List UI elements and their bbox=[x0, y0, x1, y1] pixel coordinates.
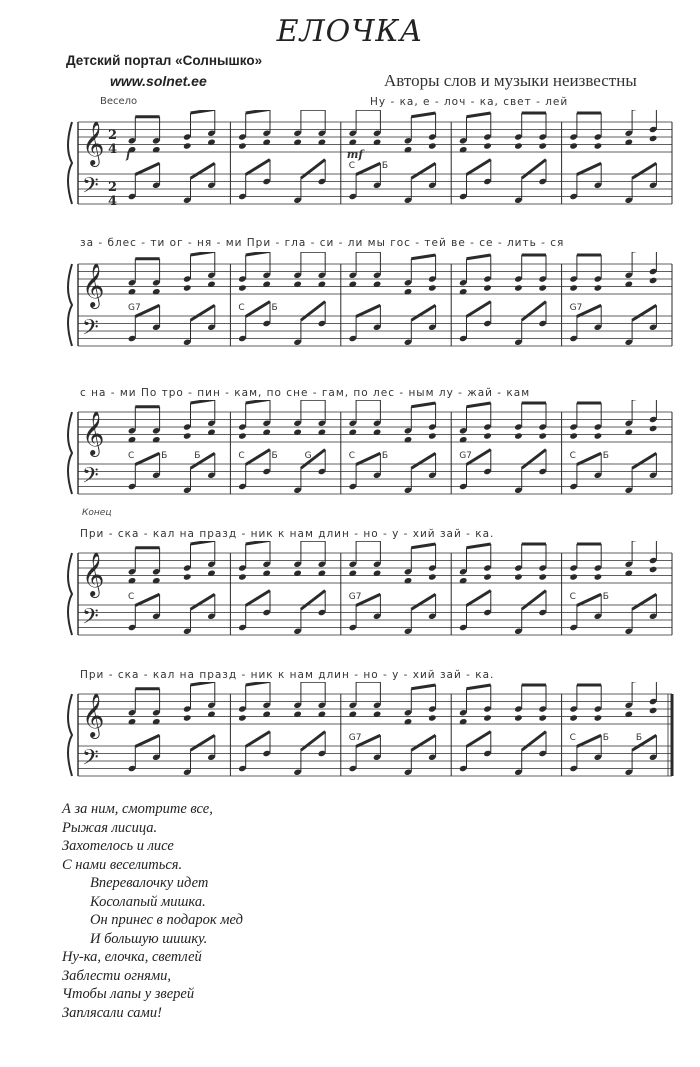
poem-stanza-1 bbox=[62, 800, 213, 874]
chord-label: C bbox=[348, 161, 356, 171]
note-beam bbox=[411, 403, 435, 407]
note-head bbox=[594, 432, 603, 439]
lyrics-line-4: При - ска - кал на празд - ник к нам длин - но - у - хий зай - ка. bbox=[80, 528, 495, 540]
ending-mark: Конец bbox=[82, 508, 112, 518]
poem-line: И большую шишку. bbox=[90, 930, 208, 947]
tempo-marking: Весело bbox=[100, 96, 138, 107]
poem-line: Вперевалочку идет bbox=[90, 875, 209, 891]
note-head bbox=[569, 284, 578, 291]
grand-staff-brace bbox=[68, 412, 72, 494]
note-beam bbox=[135, 163, 159, 174]
chord-label: Б bbox=[602, 733, 609, 743]
note-beam bbox=[246, 682, 270, 685]
note-beam bbox=[522, 591, 546, 610]
chord-label: G7 bbox=[569, 303, 583, 313]
note-head bbox=[514, 432, 523, 439]
note-beam bbox=[467, 302, 491, 317]
note-head bbox=[428, 573, 437, 580]
note-beam bbox=[191, 163, 215, 178]
note-head bbox=[238, 432, 247, 439]
note-head bbox=[594, 714, 603, 721]
chord-label: C bbox=[569, 592, 576, 602]
note-beam bbox=[356, 305, 380, 316]
chord-label: C bbox=[238, 303, 245, 313]
chord-label: Б bbox=[271, 451, 278, 461]
note-head bbox=[483, 573, 492, 580]
poem-line: Косолапый мишка. bbox=[90, 893, 206, 910]
poem-line: Рыжая лисица. bbox=[62, 819, 158, 836]
chord-label: G bbox=[304, 451, 312, 461]
note-beam bbox=[191, 594, 215, 609]
note-head bbox=[569, 432, 578, 439]
score-system-4 bbox=[0, 541, 700, 653]
score-system-5 bbox=[0, 682, 700, 794]
note-head bbox=[428, 284, 437, 291]
poem-stanza-3 bbox=[62, 948, 202, 1022]
note-head bbox=[538, 142, 547, 149]
note-beam bbox=[191, 305, 215, 320]
note-beam bbox=[191, 110, 215, 113]
note-beam bbox=[301, 160, 325, 179]
poem-line: Ну-ка, елочка, светлей bbox=[62, 949, 202, 965]
grand-staff-brace bbox=[68, 122, 72, 204]
note-head bbox=[538, 573, 547, 580]
note-beam bbox=[632, 453, 656, 468]
note-head bbox=[183, 573, 192, 580]
note-head bbox=[238, 284, 247, 291]
note-head bbox=[569, 714, 578, 721]
note-beam bbox=[411, 113, 435, 117]
note-beam bbox=[301, 591, 325, 610]
note-beam bbox=[411, 305, 435, 320]
note-beam bbox=[135, 594, 159, 605]
note-head bbox=[594, 573, 603, 580]
chord-label: G7 bbox=[348, 733, 362, 743]
bass-clef: 𝄢 bbox=[82, 173, 99, 204]
lyrics-line-3: с на - ми По тро - пин - кам, по сне - гам, по лес - ным лу - жай - кам bbox=[80, 387, 531, 399]
score-system-2 bbox=[0, 252, 700, 364]
chord-label: Б bbox=[161, 451, 168, 461]
score-system-1 bbox=[0, 110, 700, 222]
chord-label: Б bbox=[381, 451, 389, 461]
note-beam bbox=[135, 735, 159, 746]
note-head bbox=[514, 284, 523, 291]
bass-clef: 𝄢 bbox=[82, 604, 99, 635]
note-beam bbox=[246, 732, 270, 747]
note-beam bbox=[577, 594, 601, 605]
treble-clef: 𝄞 bbox=[82, 263, 105, 307]
note-beam bbox=[246, 302, 270, 317]
bass-clef: 𝄢 bbox=[82, 315, 99, 346]
song-title: ЕЛОЧКА bbox=[276, 14, 424, 49]
note-beam bbox=[301, 302, 325, 321]
note-head bbox=[238, 714, 247, 721]
note-beam bbox=[467, 732, 491, 747]
note-beam bbox=[191, 682, 215, 685]
chord-label: Б bbox=[602, 451, 609, 461]
note-head bbox=[183, 432, 192, 439]
dynamic-marking: f bbox=[126, 148, 131, 161]
time-signature: 4 bbox=[108, 194, 118, 209]
note-beam bbox=[246, 400, 270, 403]
poem-line: А за ним, смотрите все, bbox=[62, 801, 213, 817]
treble-clef: 𝄞 bbox=[82, 693, 105, 737]
note-beam bbox=[191, 400, 215, 403]
note-beam bbox=[411, 685, 435, 689]
note-head bbox=[238, 142, 247, 149]
lyrics-line-2: за - блес - ти ог - ня - ми При - гла - си - ли мы гос - тей ве - се - лить - ся bbox=[80, 237, 565, 249]
grand-staff-brace bbox=[68, 264, 72, 346]
note-beam bbox=[135, 453, 159, 464]
note-beam bbox=[522, 450, 546, 469]
note-beam bbox=[411, 163, 435, 178]
note-beam bbox=[467, 544, 491, 548]
lyrics-line-1: Ну - ка, е - лоч - ка, свет - лей bbox=[370, 96, 569, 108]
note-head bbox=[514, 573, 523, 580]
authors-credit: Авторы слов и музыки неизвестны bbox=[384, 71, 637, 90]
note-beam bbox=[356, 453, 380, 464]
note-beam bbox=[191, 735, 215, 750]
chord-label: G7 bbox=[348, 592, 362, 602]
note-beam bbox=[467, 403, 491, 407]
note-beam bbox=[191, 252, 215, 255]
note-head bbox=[538, 432, 547, 439]
note-head bbox=[483, 142, 492, 149]
note-beam bbox=[632, 594, 656, 609]
note-head bbox=[483, 284, 492, 291]
note-beam bbox=[522, 160, 546, 179]
note-beam bbox=[467, 685, 491, 689]
note-beam bbox=[411, 735, 435, 750]
note-beam bbox=[411, 594, 435, 609]
grand-staff-brace bbox=[68, 553, 72, 635]
bass-clef: 𝄢 bbox=[82, 463, 99, 494]
chord-label: C bbox=[348, 451, 356, 461]
note-beam bbox=[632, 305, 656, 320]
chord-label: Б bbox=[271, 303, 278, 313]
portal-name: Детский портал «Солнышко» bbox=[66, 53, 263, 68]
note-beam bbox=[467, 255, 491, 259]
chord-label: Б bbox=[194, 451, 201, 461]
note-head bbox=[483, 714, 492, 721]
chord-label: C bbox=[569, 733, 576, 743]
note-beam bbox=[191, 541, 215, 544]
lyrics-line-5: При - ска - кал на празд - ник к нам длин - но - у - хий зай - ка. bbox=[80, 669, 495, 681]
note-head bbox=[569, 142, 578, 149]
chord-label: C bbox=[569, 451, 576, 461]
chord-label: C bbox=[128, 451, 135, 461]
poem-line: Заплясали сами! bbox=[62, 1004, 162, 1021]
note-head bbox=[649, 277, 658, 284]
note-head bbox=[538, 714, 547, 721]
note-beam bbox=[411, 453, 435, 468]
note-head bbox=[183, 714, 192, 721]
note-head bbox=[594, 284, 603, 291]
note-head bbox=[428, 432, 437, 439]
note-beam bbox=[577, 163, 601, 174]
note-head bbox=[649, 707, 658, 714]
note-head bbox=[483, 432, 492, 439]
note-beam bbox=[577, 735, 601, 746]
poem-line: Он принес в подарок мед bbox=[90, 912, 243, 928]
note-beam bbox=[246, 160, 270, 175]
note-beam bbox=[632, 163, 656, 178]
note-head bbox=[649, 425, 658, 432]
note-head bbox=[514, 142, 523, 149]
note-beam bbox=[246, 252, 270, 255]
note-head bbox=[649, 566, 658, 573]
chord-label: G7 bbox=[128, 303, 141, 313]
note-beam bbox=[577, 453, 601, 464]
note-head bbox=[538, 284, 547, 291]
note-beam bbox=[522, 732, 546, 751]
score-system-3 bbox=[0, 400, 700, 512]
site-link[interactable]: www.solnet.ee bbox=[110, 73, 207, 89]
note-head bbox=[428, 142, 437, 149]
note-beam bbox=[246, 450, 270, 465]
chord-label: Б bbox=[602, 592, 609, 602]
grand-staff-brace bbox=[68, 694, 72, 776]
note-beam bbox=[411, 255, 435, 259]
note-beam bbox=[246, 110, 270, 113]
chord-label: C bbox=[238, 451, 245, 461]
chord-label: G7 bbox=[459, 451, 472, 461]
chord-label: C bbox=[128, 592, 135, 602]
note-head bbox=[238, 573, 247, 580]
note-beam bbox=[467, 160, 491, 175]
poem-line: Заблести огнями, bbox=[62, 967, 172, 984]
note-beam bbox=[356, 163, 380, 174]
dynamic-marking: mf bbox=[346, 148, 364, 161]
note-head bbox=[183, 284, 192, 291]
poem-line: С нами веселиться. bbox=[62, 856, 183, 873]
note-beam bbox=[301, 732, 325, 751]
treble-clef: 𝄞 bbox=[82, 121, 105, 165]
poem-line: Чтобы лапы у зверей bbox=[62, 986, 195, 1002]
chord-label: Б bbox=[635, 733, 643, 743]
poem-line: Захотелось и лисе bbox=[62, 838, 174, 854]
note-head bbox=[649, 135, 658, 142]
time-signature: 4 bbox=[108, 142, 118, 157]
time-signature: 2 bbox=[108, 180, 118, 195]
note-head bbox=[594, 142, 603, 149]
note-head bbox=[183, 142, 192, 149]
poem-stanza-2 bbox=[90, 874, 243, 948]
bass-clef: 𝄢 bbox=[82, 745, 99, 776]
note-beam bbox=[467, 591, 491, 606]
note-head bbox=[569, 573, 578, 580]
note-beam bbox=[411, 544, 435, 548]
note-head bbox=[514, 714, 523, 721]
note-beam bbox=[522, 302, 546, 321]
treble-clef: 𝄞 bbox=[82, 411, 105, 455]
note-beam bbox=[246, 591, 270, 606]
time-signature: 2 bbox=[108, 128, 118, 143]
note-head bbox=[428, 714, 437, 721]
treble-clef: 𝄞 bbox=[82, 552, 105, 596]
note-beam bbox=[246, 541, 270, 544]
note-beam bbox=[467, 113, 491, 117]
chord-label: Б bbox=[381, 161, 389, 171]
